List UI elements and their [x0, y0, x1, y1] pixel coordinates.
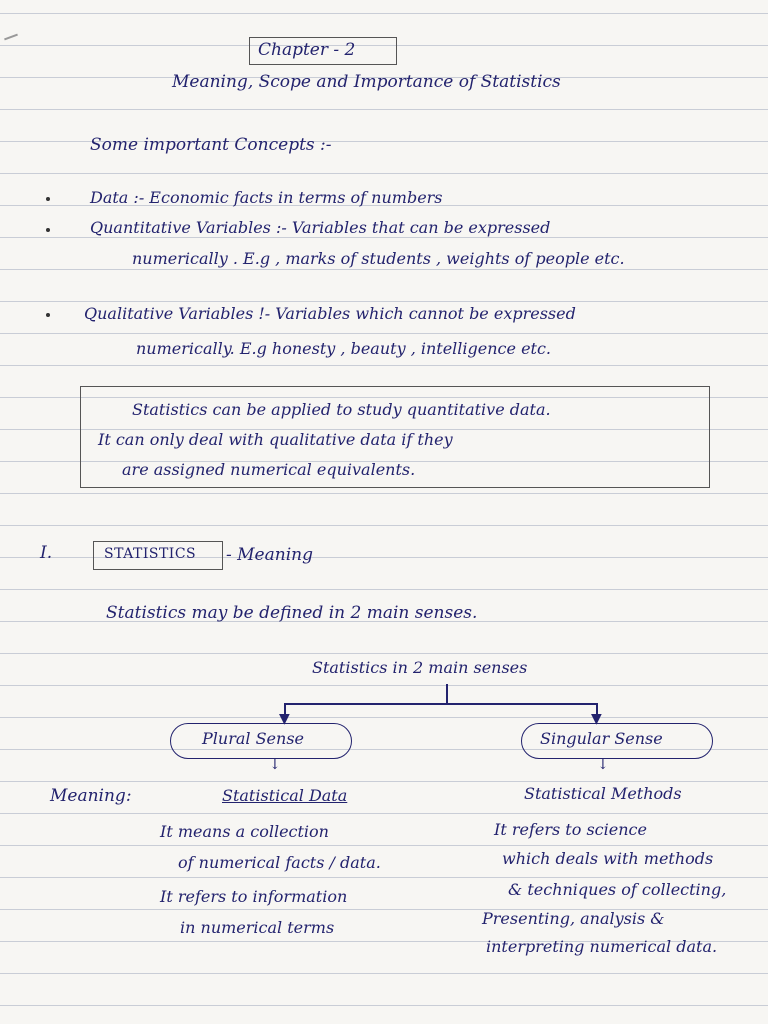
concepts-heading: Some important Concepts :-: [90, 135, 332, 155]
plural-text-line: It means a collection: [160, 822, 329, 841]
definition-line: Statistics may be defined in 2 main senses.: [106, 603, 478, 623]
quantitative-example: numerically . E.g , marks of students , weights of people etc.: [132, 249, 625, 268]
section-suffix: - Meaning: [226, 545, 313, 565]
arrow-down-icon: ▼: [279, 711, 290, 727]
note-line: Statistics can be applied to study quantitative data.: [132, 400, 551, 419]
singular-text-line: & techniques of collecting,: [508, 880, 727, 899]
quantitative-definition: Quantitative Variables :- Variables that can be expressed: [90, 218, 551, 237]
plural-text-line: of numerical facts / data.: [178, 853, 381, 872]
plural-text-line: It refers to information: [160, 887, 348, 906]
singular-sense-label: Singular Sense: [540, 729, 663, 748]
bullet: [46, 313, 50, 317]
note-line: are assigned numerical equivalents.: [122, 460, 416, 479]
bullet: [46, 197, 50, 201]
singular-text-line: which deals with methods: [502, 849, 714, 868]
singular-text-line: It refers to science: [494, 820, 647, 839]
meaning-label: Meaning:: [50, 786, 132, 806]
page-title: Meaning, Scope and Importance of Statistics: [172, 72, 561, 92]
data-definition: Data :- Economic facts in terms of numbers: [90, 188, 443, 207]
bullet: [46, 228, 50, 232]
qualitative-definition: Qualitative Variables !- Variables which cannot be expressed: [84, 304, 576, 323]
chapter-label: Chapter - 2: [258, 40, 356, 60]
plural-sense-label: Plural Sense: [202, 729, 304, 748]
section-boxed-title: STATISTICS: [104, 546, 197, 562]
connector-stem: [446, 684, 448, 704]
arrow-down-icon: ▼: [591, 711, 602, 727]
arrow-down-icon: ↓: [269, 757, 281, 773]
section-numeral: I.: [40, 543, 53, 563]
singular-heading: Statistical Methods: [524, 784, 682, 803]
plural-heading: Statistical Data: [222, 786, 348, 805]
note-line: It can only deal with qualitative data if they: [98, 430, 453, 449]
qualitative-example: numerically. E.g honesty , beauty , intelligence etc.: [136, 339, 552, 358]
plural-text-line: in numerical terms: [180, 918, 335, 937]
arrow-down-icon: ↓: [597, 757, 609, 773]
connector-bar: [284, 703, 597, 705]
singular-text-line: Presenting, analysis &: [482, 909, 665, 928]
singular-text-line: interpreting numerical data.: [486, 937, 718, 956]
diagram-root: Statistics in 2 main senses: [312, 658, 528, 677]
margin-mark: [4, 34, 18, 41]
